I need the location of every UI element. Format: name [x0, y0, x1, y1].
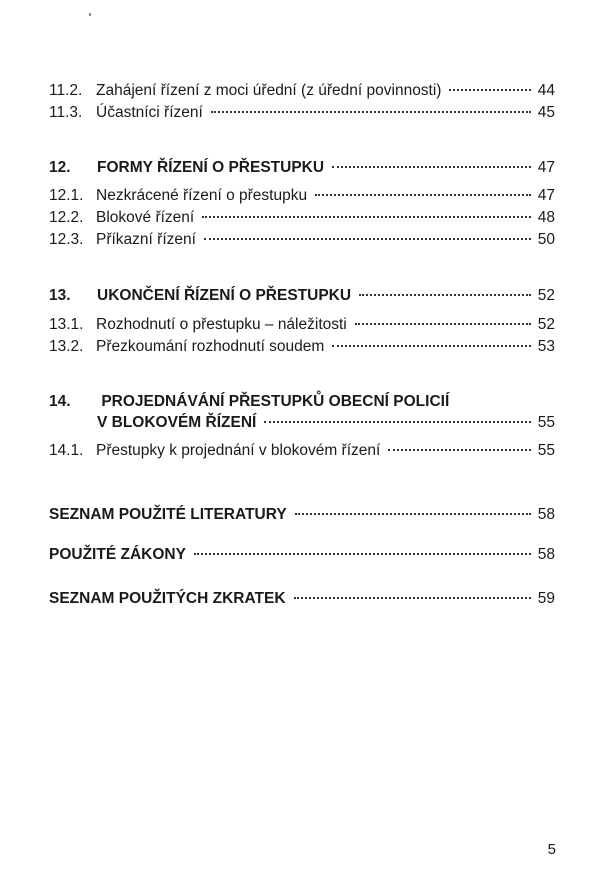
toc-entry-number: 12.1. [49, 187, 84, 204]
scan-speck [89, 13, 91, 16]
dot-leader [211, 111, 531, 113]
toc-entry-page: 53 [537, 338, 555, 355]
dot-leader [315, 194, 531, 196]
toc-section-literature [49, 505, 555, 525]
toc-entry-page: 48 [537, 209, 555, 226]
toc-chapter-14-line1 [49, 392, 449, 412]
toc-entry-page: 55 [537, 442, 555, 459]
toc-entry-title: Přezkoumání rozhodnutí soudem [96, 338, 325, 355]
toc-entry-title: POUŽITÉ ZÁKONY [49, 546, 186, 563]
toc-chapter-14-line2 [97, 413, 555, 433]
toc-entry-11-2 [49, 81, 555, 101]
toc-entry-number: 14.1. [49, 442, 84, 459]
toc-entry-number: 12.3. [49, 231, 84, 248]
toc-entry-title: SEZNAM POUŽITÉ LITERATURY [49, 506, 287, 523]
toc-entry-12-1 [49, 186, 555, 206]
toc-entry-number: 13.2. [49, 338, 84, 355]
toc-entry-page: 44 [537, 82, 555, 99]
dot-leader [359, 294, 531, 296]
toc-entry-page: 55 [537, 414, 555, 431]
toc-entry-page: 59 [537, 590, 555, 607]
toc-entry-12-3 [49, 230, 555, 250]
toc-entry-14-1 [49, 441, 555, 461]
dot-leader [295, 513, 531, 515]
toc-chapter-12 [49, 158, 555, 178]
toc-entry-13-2 [49, 337, 555, 357]
toc-entry-number: 14. [49, 393, 71, 410]
dot-leader [332, 345, 531, 347]
toc-entry-title: Rozhodnutí o přestupku – náležitosti [96, 316, 347, 333]
toc-entry-page: 45 [537, 104, 555, 121]
dot-leader [332, 166, 531, 168]
toc-entry-title-continued: V BLOKOVÉM ŘÍZENÍ [97, 414, 257, 431]
toc-entry-12-2 [49, 208, 555, 228]
toc-entry-13-1 [49, 315, 555, 335]
toc-entry-title: Příkazní řízení [96, 231, 196, 248]
toc-entry-number: 13.1. [49, 316, 84, 333]
toc-entry-page: 47 [537, 187, 555, 204]
toc-entry-page: 58 [537, 506, 555, 523]
dot-leader [294, 597, 531, 599]
dot-leader [204, 238, 531, 240]
toc-entry-page: 50 [537, 231, 555, 248]
dot-leader [202, 216, 531, 218]
toc-entry-title: Přestupky k projednání v blokovém řízení [96, 442, 381, 459]
toc-entry-number: 12. [49, 159, 71, 176]
toc-entry-title: SEZNAM POUŽITÝCH ZKRATEK [49, 590, 286, 607]
toc-entry-page: 47 [537, 159, 555, 176]
toc-chapter-13 [49, 286, 555, 306]
dot-leader [449, 89, 531, 91]
dot-leader [194, 553, 531, 555]
dot-leader [355, 323, 531, 325]
toc-entry-number: 11.3. [49, 104, 83, 121]
toc-entry-number: 13. [49, 287, 71, 304]
toc-entry-title: Nezkrácené řízení o přestupku [96, 187, 308, 204]
dot-leader [388, 449, 531, 451]
toc-entry-11-3 [49, 103, 555, 123]
toc-entry-title: FORMY ŘÍZENÍ O PŘESTUPKU [97, 159, 325, 176]
toc-entry-page: 58 [537, 546, 555, 563]
page-number: 5 [547, 841, 556, 858]
toc-entry-title: Zahájení řízení z moci úřední (z úřední povinnosti) [96, 82, 442, 99]
dot-leader [264, 421, 531, 423]
toc-entry-title: Blokové řízení [96, 209, 195, 226]
toc-entry-title: Účastníci řízení [96, 104, 203, 121]
toc-entry-title: PROJEDNÁVÁNÍ PŘESTUPKŮ OBECNÍ POLICIÍ [101, 393, 450, 410]
toc-entry-title: UKONČENÍ ŘÍZENÍ O PŘESTUPKU [97, 287, 352, 304]
toc-entry-page: 52 [537, 287, 555, 304]
toc-section-abbreviations [49, 589, 555, 609]
toc-entry-number: 11.2. [49, 82, 83, 99]
toc-section-laws [49, 545, 555, 565]
toc-entry-page: 52 [537, 316, 555, 333]
toc-entry-number: 12.2. [49, 209, 84, 226]
